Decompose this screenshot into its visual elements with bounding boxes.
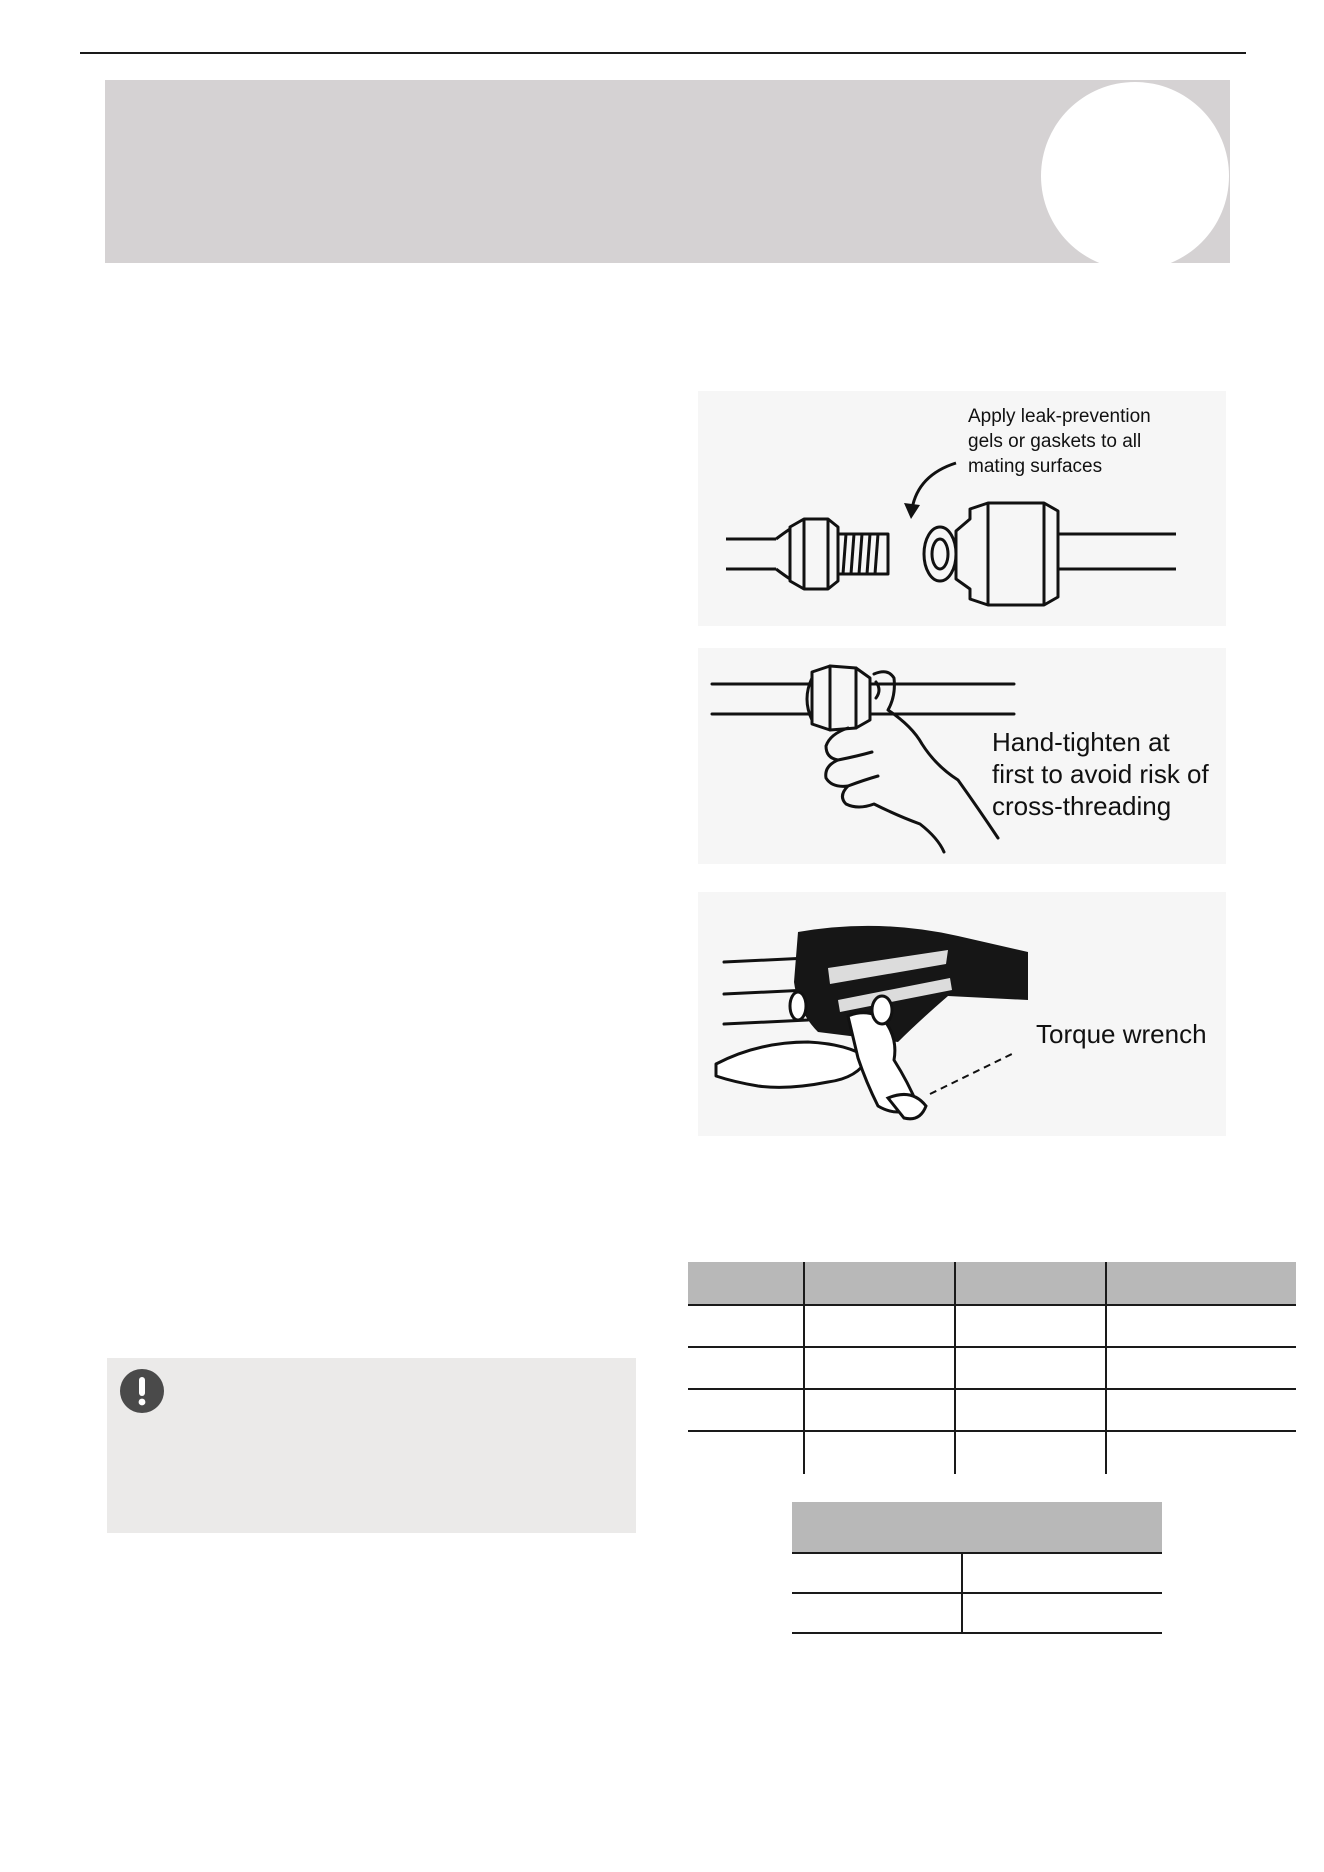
table-column-divider xyxy=(803,1262,805,1474)
banner-circle xyxy=(1041,82,1229,263)
table-row-divider xyxy=(792,1592,1162,1594)
figure-pipe-fitting xyxy=(698,391,1226,626)
table-row-divider xyxy=(688,1430,1296,1432)
secondary-table-header xyxy=(792,1502,1162,1552)
top-rule xyxy=(80,52,1246,54)
figure-hand-tighten xyxy=(698,648,1226,864)
exclamation-icon xyxy=(119,1368,165,1414)
section-banner xyxy=(105,80,1230,263)
table-row-divider xyxy=(792,1632,1162,1634)
table-column-divider xyxy=(954,1262,956,1474)
table-column-divider xyxy=(1105,1262,1107,1474)
torque-wrench-icon xyxy=(698,892,1226,1136)
table-column-divider xyxy=(961,1552,963,1632)
table-row-divider xyxy=(688,1346,1296,1348)
notice-box xyxy=(107,1358,636,1533)
figure-torque-wrench xyxy=(698,892,1226,1136)
figure-caption-hand-tighten: Hand-tighten at first to avoid risk of cross-threading xyxy=(992,727,1209,821)
table-header-row xyxy=(688,1262,1296,1304)
figure-caption-torque-wrench: Torque wrench xyxy=(1036,1019,1207,1049)
table-row-divider xyxy=(792,1552,1162,1554)
figure-caption-leak-prevention: Apply leak-prevention gels or gaskets to all mating surfaces xyxy=(968,406,1151,477)
table-row-divider xyxy=(688,1388,1296,1390)
table-row-divider xyxy=(688,1304,1296,1306)
